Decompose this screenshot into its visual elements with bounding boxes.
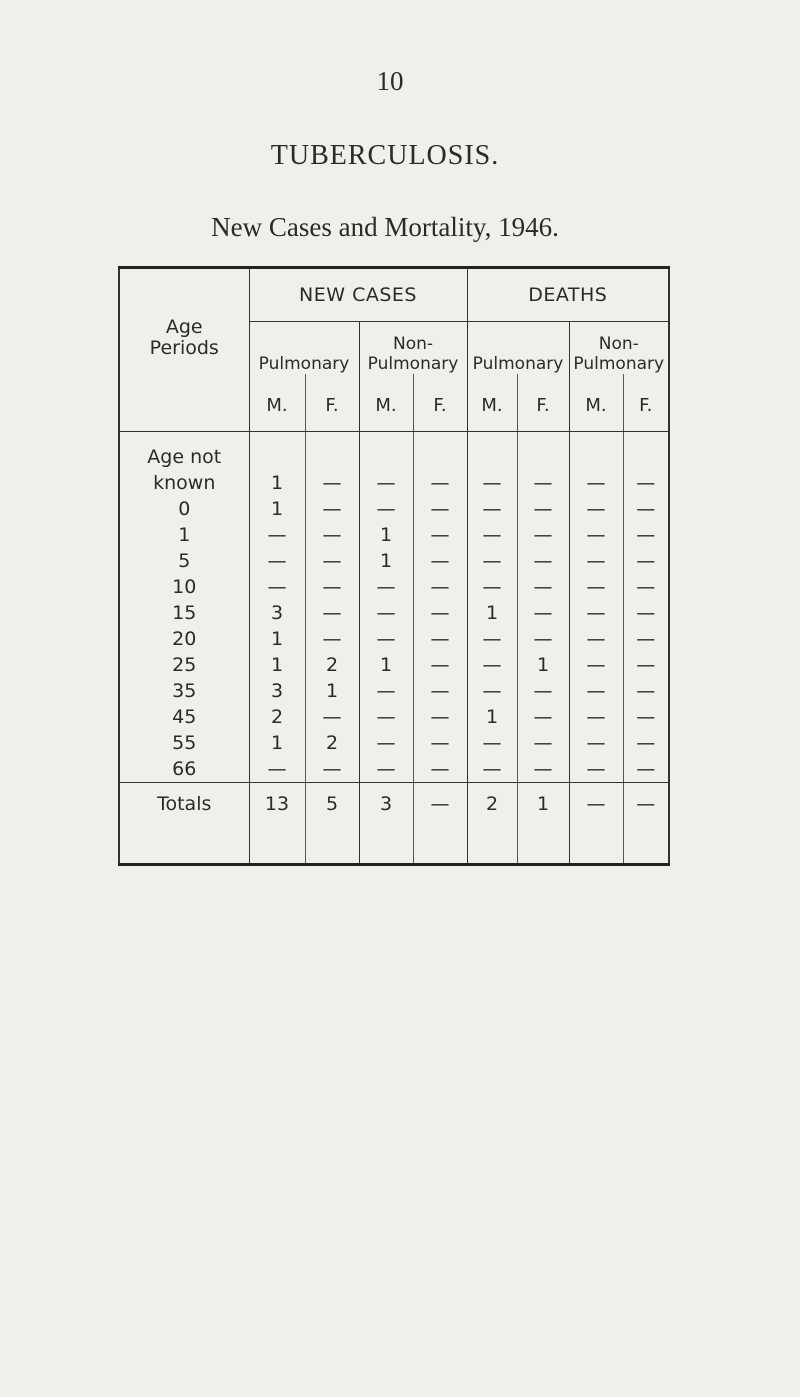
sex-label: F. <box>413 374 467 432</box>
age-periods-header: Age Periods <box>119 268 249 432</box>
age-periods-column: Age not known 0 1 5 10 15 20 25 35 45 55 66 <box>119 432 249 783</box>
new-pulmonary-female-column: — — — — — — — 2 1 — 2 — <box>305 432 359 783</box>
deaths-non-pulmonary-male-column: — — — — — — — — — — — — <box>569 432 623 783</box>
sex-label: F. <box>623 374 669 432</box>
deaths-non-pulmonary-female-column: — — — — — — — — — — — — <box>623 432 669 783</box>
total-value: — <box>569 783 623 865</box>
sex-label: M. <box>569 374 623 432</box>
page-subtitle: New Cases and Mortality, 1946. <box>211 212 559 242</box>
total-value: 5 <box>305 783 359 865</box>
page-number: 10 <box>376 66 404 96</box>
deaths-header: DEATHS <box>467 268 669 322</box>
sex-label: M. <box>249 374 305 432</box>
new-non-pulmonary-female-column: — — — — — — — — — — — — <box>413 432 467 783</box>
sex-label: M. <box>359 374 413 432</box>
new-pulmonary-male-column: 1 1 — — — 3 1 1 3 2 1 — <box>249 432 305 783</box>
sex-label: M. <box>467 374 517 432</box>
total-value: 1 <box>517 783 569 865</box>
page-title: TUBERCULOSIS. <box>270 140 500 171</box>
total-value: 3 <box>359 783 413 865</box>
total-value: — <box>623 783 669 865</box>
new-cases-header: NEW CASES <box>249 268 467 322</box>
deaths-pulmonary-header: Pulmonary <box>467 322 569 374</box>
sex-label: F. <box>517 374 569 432</box>
deaths-non-pulmonary-header: Non- Pulmonary <box>569 322 669 374</box>
sex-label: F. <box>305 374 359 432</box>
totals-label: Totals <box>157 793 212 815</box>
tuberculosis-table <box>118 266 668 846</box>
total-value: 13 <box>249 783 305 865</box>
new-non-pulmonary-male-column: — — 1 1 — — — 1 — — — — <box>359 432 413 783</box>
total-value: — <box>413 783 467 865</box>
deaths-pulmonary-male-column: — — — — — 1 — — — 1 — — <box>467 432 517 783</box>
new-pulmonary-header: Pulmonary <box>249 322 359 374</box>
deaths-pulmonary-female-column: — — — — — — — 1 — — — — <box>517 432 569 783</box>
total-value: 2 <box>467 783 517 865</box>
new-non-pulmonary-header: Non- Pulmonary <box>359 322 467 374</box>
